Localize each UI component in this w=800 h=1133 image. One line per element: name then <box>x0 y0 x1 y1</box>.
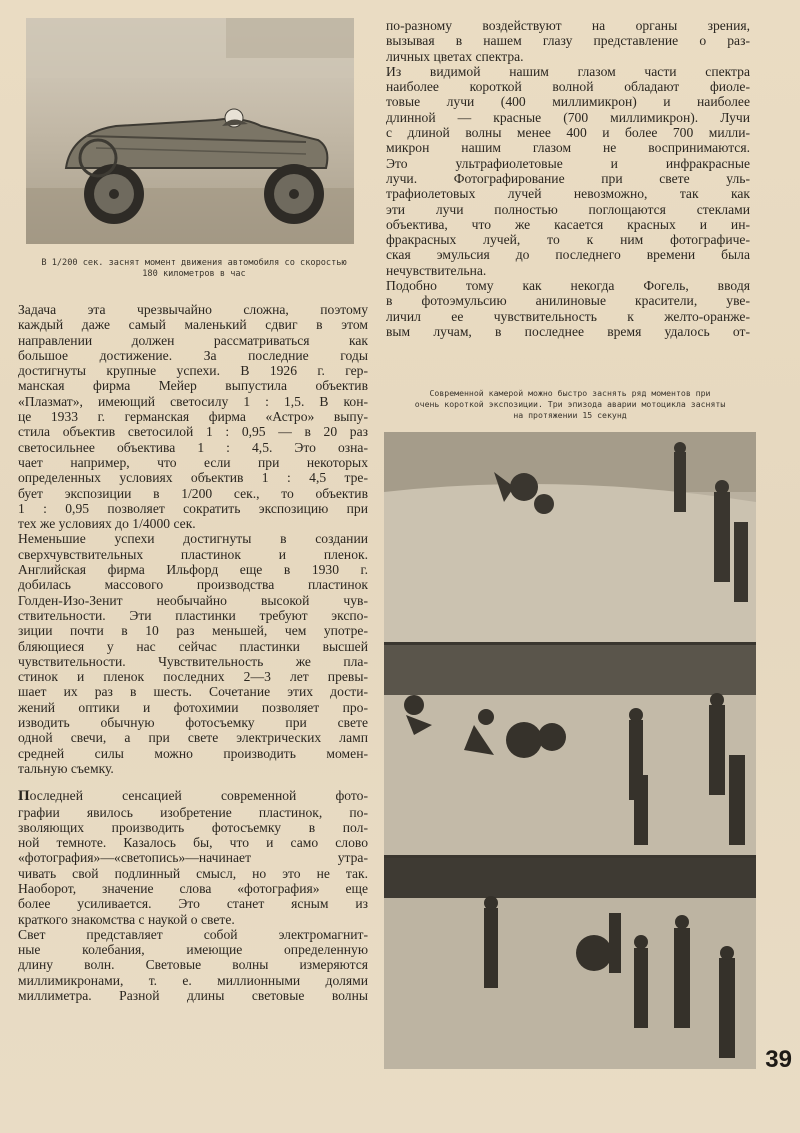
text-line: це 1933 г. германская фирма «Астро» выпу- <box>18 409 368 425</box>
text-line: с длиной волны менее 400 и более 700 милли- <box>386 125 750 141</box>
text-line: изводить обычную фотосъемку при свете <box>18 715 368 731</box>
text-line: достигнуты крупные успехи. В 1926 г. гер- <box>18 363 368 379</box>
text-line: стинок и пленок последних 2—3 лет превы- <box>18 669 368 685</box>
motorcycle-crash-photo <box>384 432 756 1069</box>
text-line: Свет представляет собой электромагнит- <box>18 926 368 942</box>
text-line: светосильнее объектива 1 : 4,5. Это озна- <box>18 439 368 455</box>
text-line: фракрасных лучей, то к ним фотографиче- <box>386 232 750 248</box>
paragraph-light-waves <box>18 927 368 1003</box>
text-line: лучи. Фотографирование при свете уль- <box>386 170 750 186</box>
text-line: чивать свой подлинный смысл, но это не так. <box>18 865 368 881</box>
text-line: тальную съемку. <box>18 760 114 776</box>
text-line-rest: оследней сенсацией современной фото- <box>29 788 368 804</box>
text-line: эти лучи полностью поглощаются стеклами <box>386 201 750 217</box>
crash-frame-2 <box>384 645 756 855</box>
text-line: ной темноте. Казалось бы, что и само слово <box>18 835 368 851</box>
front-wheel <box>84 164 144 224</box>
text-line: Из видимой нашим глазом части спектра <box>386 63 750 79</box>
text-line: длинной — красные (700 миллимикрон). Лучи <box>386 109 750 125</box>
page-number: 39 <box>765 1046 792 1073</box>
text-line: сверхчувствительных пластинок и пленок. <box>18 546 368 562</box>
text-line: «Плазмат», имеющий светосилу 1 : 1,5. В кон- <box>18 393 368 409</box>
text-line <box>18 788 368 804</box>
text-line: чает например, что если при некоторых <box>18 454 368 470</box>
text-line: Наоборот, значение слова «фотография» еще <box>18 880 368 896</box>
text-line: каждый даже самый маленький сдвиг в этом <box>18 317 368 333</box>
paragraph-vogel <box>386 278 750 339</box>
text-line: манская фирма Мейер выпустила объектив <box>18 378 368 394</box>
text-line: стила объектив светосилой 1 : 0,95 — в 20 раз <box>18 424 368 440</box>
text-line: микрон нашим глазом не воспринимаются. <box>386 140 750 156</box>
text-line: в фотоэмульсию анилиновые красители, уве- <box>386 293 750 309</box>
caption-line: 180 километров в час <box>142 269 246 279</box>
text-line: товые лучи (400 миллимикрон) и наиболее <box>386 94 750 110</box>
crash-frame-1 <box>384 432 756 642</box>
paragraph-spectrum <box>386 64 750 278</box>
text-line: вызывая в нашем глазу представление о раз- <box>386 33 750 49</box>
race-car-photo <box>26 18 354 244</box>
text-line: зиции почти в 10 раз меньшей, чем употре- <box>18 623 368 639</box>
caption-line: на протяжении 15 секунд <box>513 410 627 420</box>
text-line: 1 : 0,95 позволяет сократить экспозицию при <box>18 500 368 516</box>
text-line: большое достижение. За последние годы <box>18 347 368 363</box>
left-text-column <box>18 302 368 1003</box>
caption-line: Современной камерой можно быстро заснять ряд моментов при <box>429 388 711 398</box>
text-line: «фотография»—«светопись»—начинает утра- <box>18 850 368 866</box>
text-line: нечувствительна. <box>386 262 487 278</box>
text-line: миллиметра. Разной длины световые волны <box>18 988 368 1004</box>
text-line: более усиливается. Это станет ясным из <box>18 896 368 912</box>
text-line: длину волн. Световые волны измеряются <box>18 957 368 973</box>
text-line: трафиолетовых лучей невозможно, так как <box>386 186 750 202</box>
text-line: бляющиеся у нас сейчас пластинки высшей <box>18 638 368 654</box>
text-line: наиболее короткой волной обладают фиоле- <box>386 79 750 95</box>
text-line: шает их раз в шесть. Сочетание этих дости- <box>18 684 368 700</box>
motorcycle-photo-caption <box>384 388 756 421</box>
text-line: определенных условиях объектив 1 : 4,5 тре- <box>18 470 368 486</box>
caption-line: В 1/200 сек. заснят момент движения автомобиля со скоростью <box>41 258 347 268</box>
text-line: ская эмульсия до последнего времени была <box>386 247 750 263</box>
paragraph-colors <box>386 18 750 64</box>
text-line: Неменьшие успехи достигнуты в создании <box>18 531 368 547</box>
text-line: Это ультрафиолетовые и инфракрасные <box>386 155 750 171</box>
text-line: Задача эта чрезвычайно сложна, поэтому <box>18 302 368 317</box>
text-line: зволяющих производить фотосъемку в пол- <box>18 819 368 835</box>
race-car-illustration <box>26 18 354 244</box>
text-line: Английская фирма Ильфорд еще в 1930 г. <box>18 562 368 578</box>
text-line: Подобно тому как некогда Фогель, вводя <box>386 278 750 294</box>
drop-initial: П <box>18 788 30 805</box>
text-line: графии явилось изобретение пластинок, по- <box>18 804 368 820</box>
text-line: объектива, что же касается красных и ин- <box>386 216 750 232</box>
text-line: Голден-Изо-Зенит необычайно высокой чув- <box>18 592 368 608</box>
right-text-column <box>386 18 750 339</box>
text-line: личных цветах спектра. <box>386 48 524 64</box>
text-line: вым лучам, в последнее время удалось от- <box>386 323 750 339</box>
text-line: добилась массового производства пластинок <box>18 577 368 593</box>
text-line: личил ее чувствительность к желто-оранже- <box>386 308 750 324</box>
text-line: ствительности. Эти пластинки требуют экспо- <box>18 607 368 623</box>
text-line: тех же условиях до 1/4000 сек. <box>18 516 196 532</box>
crash-frame-3 <box>384 858 756 1069</box>
text-line: одной свечи, а при свете электрических ламп <box>18 730 368 746</box>
text-line: жений оптики и фотохимии позволяет про- <box>18 699 368 715</box>
text-line: чувствительности. Чувствительность же пла- <box>18 653 368 669</box>
paragraph-plates <box>18 531 368 776</box>
text-line: по-разному воздействуют на органы зрения, <box>386 18 750 33</box>
caption-line: очень короткой экспозиции. Три эпизода аварии мотоцикла засняты <box>414 399 726 409</box>
text-line: краткого знакомства с наукой о свете. <box>18 911 235 927</box>
car-photo-caption <box>26 258 362 280</box>
text-line: средней силы можно производить момен- <box>18 745 368 761</box>
text-line: ные колебания, имеющие определенную <box>18 942 368 958</box>
paragraph-darkness-photography <box>18 788 368 927</box>
paragraph-lens-progress <box>18 302 368 531</box>
text-line: миллимикронами, т. е. миллионными долями <box>18 972 368 988</box>
text-line: направлении должен рассматриваться как <box>18 332 368 348</box>
text-line: бует экспозиции в 1/200 сек., то объектив <box>18 485 368 501</box>
